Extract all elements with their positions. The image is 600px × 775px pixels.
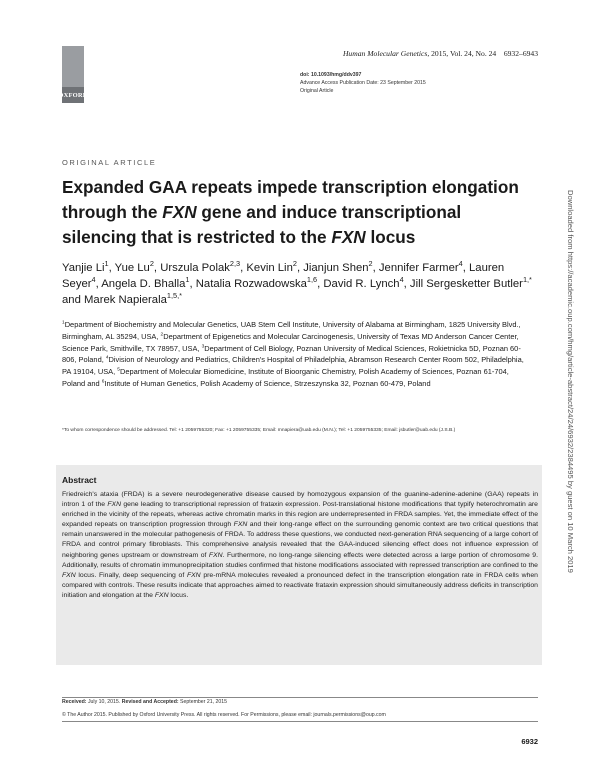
affiliation-number: 3 bbox=[201, 344, 205, 350]
author-affiliation-mark: 4 bbox=[399, 275, 404, 285]
article-title bbox=[62, 175, 522, 250]
author-separator: , bbox=[403, 278, 410, 290]
author-separator: , bbox=[296, 262, 304, 274]
affiliation-text: Department of Epigenetics and Molecular Carcinogenesis, University of Texas MD Anderson Cancer Center, Science Park, Smithville, TX 78957, USA, bbox=[62, 331, 519, 353]
author-separator: , bbox=[317, 278, 324, 290]
author-separator: , bbox=[372, 262, 379, 274]
author-separator: and bbox=[62, 294, 84, 306]
author-name: Jennifer Farmer bbox=[378, 262, 459, 274]
author-separator: , bbox=[240, 262, 247, 274]
received-label: Received: bbox=[62, 699, 87, 705]
abstract-gene: FXN bbox=[186, 571, 201, 579]
author-affiliation-mark: 1 bbox=[185, 275, 190, 285]
author-name: Marek Napierala bbox=[84, 294, 167, 306]
abstract-text bbox=[62, 490, 538, 601]
abstract-gene: FXN bbox=[107, 501, 122, 509]
author-name: Yue Lu bbox=[114, 262, 150, 274]
author-list bbox=[62, 260, 532, 308]
abstract-sentence: gene leading to transcriptional repression of frataxin expression. Post-translational histone modifications that typify heterochromatin are enriched in the vicinity of the repeats, whereas active chromatin marks in this region are underrepresented in FRDA samples. Yet, the immediate effect of the expanded repeats on transcription progression through bbox=[62, 501, 538, 529]
title-text: gene and induce transcriptional silencing that is restricted to the bbox=[62, 202, 462, 247]
author-name: Jianjun Shen bbox=[303, 262, 369, 274]
abstract-gene: FXN bbox=[208, 551, 223, 559]
affiliation-number: 6 bbox=[101, 379, 105, 385]
author-name: Angela D. Bhalla bbox=[101, 278, 186, 290]
affiliations bbox=[62, 319, 532, 390]
correspondence-note: *To whom correspondence should be addressed. Tel: +1 2059755320; Fax: +1 2059755335; Email: mnapiera@uab.edu (M.N.); Tel: +1 2059755335; Email: jsbutler@uab.edu (J.S.B.) bbox=[62, 428, 456, 433]
advance-access-date: Advance Access Publication Date: 23 September 2015 bbox=[300, 80, 426, 86]
author-separator: , bbox=[95, 278, 102, 290]
section-label: ORIGINAL ARTICLE bbox=[62, 158, 157, 167]
author-name: Urszula Polak bbox=[160, 262, 230, 274]
affiliation-text: Division of Neurology and Pediatrics, Children's Hospital of Philadelphia, Abramson Research Center Room 502, Philadelphia, PA 19104, USA, bbox=[62, 355, 524, 377]
abstract-sentence: and their long-range effect on the surrounding genomic context are two critical questions that remain unanswered in the molecular pathogenesis of FRDA. To address these questions, we conducted next-generation RNA sequencing of a large cohort of FRDA and control primary fibroblasts. This comprehensive analysis revealed that the GAA-induced silencing effect does not influence expression of neighboring genes upstream or downstream of bbox=[62, 521, 538, 559]
oxford-logo-bar bbox=[62, 46, 84, 87]
author-affiliation-mark: 2,3 bbox=[229, 259, 241, 269]
author-name: Kevin Lin bbox=[246, 262, 293, 274]
abstract-sentence: locus. Finally, deep sequencing of bbox=[75, 571, 187, 579]
abstract-gene: FXN bbox=[154, 591, 169, 599]
download-note-text: Downloaded from https://academic.oup.com/hmg/article-abstract/24/24/6932/2384495 by guest on 10 March 2019 bbox=[566, 190, 575, 573]
author-affiliation-mark: 1,6 bbox=[306, 275, 318, 285]
author-name: Yanjie Li bbox=[62, 262, 105, 274]
affiliation-text: Institute of Human Genetics, Polish Academy of Science, Strzeszynska 32, Poznan 60-479, Poland bbox=[104, 378, 431, 388]
author-name: Lauren Seyer bbox=[62, 262, 505, 290]
abstract-gene: FXN bbox=[62, 571, 76, 579]
author-affiliation-mark: 2 bbox=[292, 259, 297, 269]
download-side-note bbox=[566, 190, 585, 610]
author-affiliation-mark: 2 bbox=[368, 259, 373, 269]
author-affiliation-mark: 1 bbox=[104, 259, 109, 269]
abstract-gene: FXN bbox=[233, 521, 248, 529]
affiliation-text: Department of Biochemistry and Molecular Genetics, UAB Stem Cell Institute, University of Alabama at Birmingham, 1825 University Blvd., Birmingham, AL 35294, USA, bbox=[62, 320, 521, 341]
abstract-sentence: . Furthermore, no long-range silencing effects were detected across a large portion of chromosome 9. Additionally, results of chromatin immunoprecipitation studies confirmed that histone modifications associated with repressed transcription are confined to the bbox=[62, 551, 538, 569]
oxford-logo: OXFORD bbox=[62, 87, 84, 103]
affiliation-number: 2 bbox=[160, 332, 164, 338]
title-gene: FXN bbox=[331, 227, 366, 247]
affiliation-number: 4 bbox=[105, 355, 109, 361]
revised-label: Revised and Accepted: bbox=[121, 699, 179, 705]
author-separator: , bbox=[153, 262, 161, 274]
author-affiliation-mark: 4 bbox=[91, 275, 96, 285]
author-affiliation-mark: 1,5,* bbox=[166, 291, 182, 301]
journal-volume: , 2015, Vol. 24, No. 24 bbox=[427, 49, 497, 58]
doi-block bbox=[300, 71, 426, 95]
revised-date: September 21, 2015 bbox=[178, 699, 228, 705]
footer-rule bbox=[62, 697, 538, 698]
abstract-sentence: locus. bbox=[168, 591, 189, 599]
author-affiliation-mark: 1,* bbox=[522, 275, 532, 285]
received-dates bbox=[62, 699, 227, 705]
affiliation-number: 5 bbox=[117, 367, 120, 373]
affiliation-number: 1 bbox=[62, 320, 65, 326]
doi-link[interactable]: doi: 10.1093/hmg/ddv397 bbox=[300, 72, 362, 78]
journal-name: Human Molecular Genetics bbox=[342, 49, 428, 58]
article-type: Original Article bbox=[300, 88, 334, 94]
title-text: locus bbox=[365, 227, 416, 247]
abstract-sentence: Friedreich's ataxia (FRDA) is a severe neurodegenerative disease caused by homozygous expansion of the guanine-adenine-adenine (GAA) repeats in intron 1 of the bbox=[62, 491, 538, 509]
affiliation-text: Department of Cell Biology, Poznan University of Medical Sciences, Rokietnicka 5D, Poznan 60-806, Poland, bbox=[62, 343, 521, 365]
author-name: David R. Lynch bbox=[323, 278, 400, 290]
footer-rule bbox=[62, 721, 538, 722]
journal-citation bbox=[343, 49, 538, 58]
title-gene: FXN bbox=[162, 202, 197, 222]
abstract-sentence: pre-mRNA molecules revealed a pronounced defect in the transcription elongation rate in FRDA cells when compared with controls. These results indicate that approaches aimed to reactivate frataxin expression should simultaneously address deficits in transcription initiation and elongation at the bbox=[62, 571, 538, 599]
author-name: Natalia Rozwadowska bbox=[195, 278, 307, 290]
author-separator: , bbox=[462, 262, 469, 274]
author-affiliation-mark: 2 bbox=[149, 259, 154, 269]
page-number: 6932 bbox=[521, 737, 538, 746]
author-separator: , bbox=[108, 262, 115, 274]
journal-pages: 6932–6943 bbox=[503, 49, 538, 58]
received-date: July 10, 2015. bbox=[86, 699, 122, 705]
author-name: Jill Sergesketter Butler bbox=[409, 278, 523, 290]
author-separator: , bbox=[189, 278, 196, 290]
author-affiliation-mark: 4 bbox=[458, 259, 463, 269]
affiliation-text: Department of Molecular Biomedicine, Institute of Bioorganic Chemistry, Polish Academy of Sciences, Poznan 61-704, Poland and bbox=[62, 367, 509, 388]
abstract-heading: Abstract bbox=[62, 475, 97, 485]
title-text: Expanded GAA repeats impede transcription elongation through the bbox=[62, 177, 519, 222]
copyright-notice: © The Author 2015. Published by Oxford University Press. All rights reserved. For Permissions, please email: journals.permissions@oup.com bbox=[62, 712, 386, 718]
